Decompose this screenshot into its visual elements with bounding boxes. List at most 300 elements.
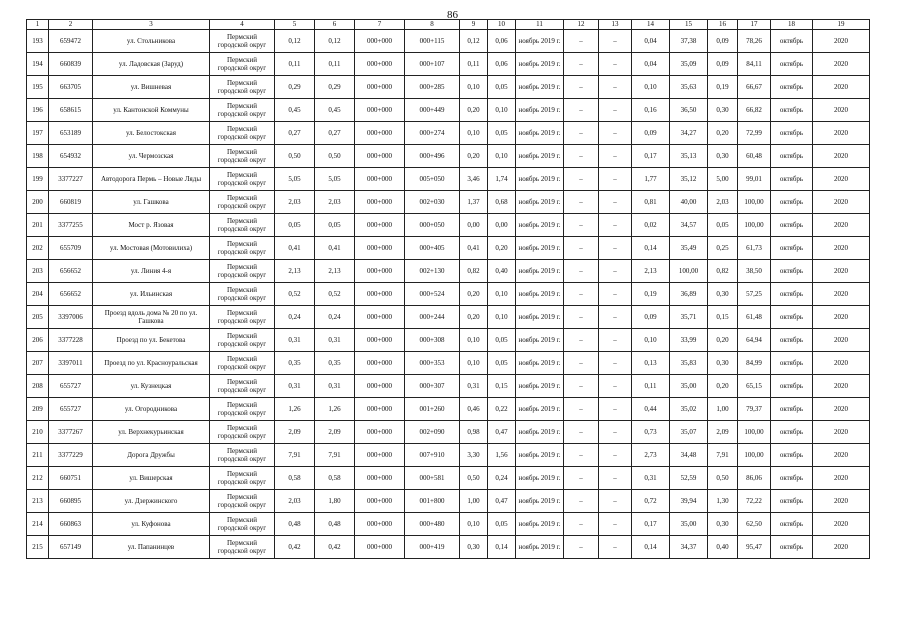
table-row xyxy=(27,352,870,375)
table-cell: 33,99 xyxy=(670,329,708,352)
table-cell: 2,03 xyxy=(275,490,315,513)
table-cell: 2020 xyxy=(813,306,870,329)
table-cell: 2,03 xyxy=(708,191,738,214)
table-cell: октябрь xyxy=(771,398,813,421)
table-cell: – xyxy=(599,513,632,536)
table-cell: – xyxy=(564,237,599,260)
table-cell: 0,72 xyxy=(632,490,670,513)
table-cell: 2,13 xyxy=(315,260,355,283)
table-cell: 000+449 xyxy=(405,99,460,122)
table-cell: 2020 xyxy=(813,513,870,536)
table-cell: 7,91 xyxy=(315,444,355,467)
table-cell: 35,09 xyxy=(670,53,708,76)
table-cell: 1,26 xyxy=(315,398,355,421)
table-cell: ул. Верхнекурьинская xyxy=(93,421,210,444)
table-cell: ул. Гашкова xyxy=(93,191,210,214)
table-cell: 0,81 xyxy=(632,191,670,214)
table-cell: – xyxy=(564,214,599,237)
table-cell: 34,57 xyxy=(670,214,708,237)
table-cell: Пермский городской округ xyxy=(210,99,275,122)
table-cell: 35,13 xyxy=(670,145,708,168)
table-cell: – xyxy=(564,30,599,53)
table-cell: 0,05 xyxy=(708,214,738,237)
table-cell: 2020 xyxy=(813,76,870,99)
table-cell: 35,49 xyxy=(670,237,708,260)
table-cell: 0,31 xyxy=(275,329,315,352)
table-cell: 84,11 xyxy=(738,53,771,76)
table-cell: 0,05 xyxy=(488,329,516,352)
table-cell: Пермский городской округ xyxy=(210,260,275,283)
table-cell: Пермский городской округ xyxy=(210,168,275,191)
table-cell: 0,10 xyxy=(460,513,488,536)
table-cell: 2,09 xyxy=(708,421,738,444)
table-cell: 000+000 xyxy=(355,76,405,99)
table-cell: 198 xyxy=(27,145,49,168)
table-cell: 34,37 xyxy=(670,536,708,559)
table-cell: 0,30 xyxy=(708,99,738,122)
table-cell: Пермский городской округ xyxy=(210,76,275,99)
table-cell: 0,12 xyxy=(460,30,488,53)
table-cell: 0,09 xyxy=(708,53,738,76)
table-cell: 0,05 xyxy=(275,214,315,237)
table-cell: 0,10 xyxy=(488,306,516,329)
table-cell: 0,19 xyxy=(708,76,738,99)
table-cell: – xyxy=(564,306,599,329)
column-header: 14 xyxy=(632,20,670,30)
table-cell: 0,29 xyxy=(315,76,355,99)
table-cell: 000+050 xyxy=(405,214,460,237)
table-cell: 52,59 xyxy=(670,467,708,490)
table-cell: – xyxy=(599,30,632,53)
table-cell: 5,05 xyxy=(315,168,355,191)
table-cell: – xyxy=(564,375,599,398)
table-cell: 000+000 xyxy=(355,398,405,421)
table-cell: 35,83 xyxy=(670,352,708,375)
table-cell: 0,27 xyxy=(315,122,355,145)
table-cell: 000+000 xyxy=(355,352,405,375)
table-cell: 40,00 xyxy=(670,191,708,214)
column-header: 16 xyxy=(708,20,738,30)
table-cell: 000+244 xyxy=(405,306,460,329)
table-cell: 2020 xyxy=(813,53,870,76)
table-cell: 0,05 xyxy=(315,214,355,237)
table-cell: 3377229 xyxy=(49,444,93,467)
table-row xyxy=(27,536,870,559)
table-cell: 215 xyxy=(27,536,49,559)
table-cell: октябрь xyxy=(771,306,813,329)
table-cell: 57,25 xyxy=(738,283,771,306)
table-cell: 0,11 xyxy=(460,53,488,76)
table-cell: 197 xyxy=(27,122,49,145)
table-row xyxy=(27,191,870,214)
table-cell: ул. Вишерская xyxy=(93,467,210,490)
table-cell: – xyxy=(564,513,599,536)
table-cell: 211 xyxy=(27,444,49,467)
table-cell: Пермский городской округ xyxy=(210,398,275,421)
table-cell: ул. Ладовская (Заруд) xyxy=(93,53,210,76)
table-cell: – xyxy=(564,398,599,421)
table-cell: Пермский городской округ xyxy=(210,421,275,444)
table-cell: октябрь xyxy=(771,536,813,559)
table-cell: 000+000 xyxy=(355,260,405,283)
table-cell: 660839 xyxy=(49,53,93,76)
table-cell: 210 xyxy=(27,421,49,444)
table-cell: ноябрь 2019 г. xyxy=(516,398,564,421)
table-cell: 000+000 xyxy=(355,122,405,145)
table-cell: Пермский городской округ xyxy=(210,329,275,352)
table-cell: Пермский городской округ xyxy=(210,536,275,559)
table-cell: 195 xyxy=(27,76,49,99)
table-cell: 001+260 xyxy=(405,398,460,421)
table-cell: 000+000 xyxy=(355,30,405,53)
table-cell: 0,46 xyxy=(460,398,488,421)
column-header: 12 xyxy=(564,20,599,30)
table-cell: 000+000 xyxy=(355,53,405,76)
table-cell: – xyxy=(564,168,599,191)
table-cell: 2,09 xyxy=(275,421,315,444)
table-cell: 0,68 xyxy=(488,191,516,214)
table-cell: 2020 xyxy=(813,283,870,306)
table-cell: 656652 xyxy=(49,260,93,283)
table-cell: ноябрь 2019 г. xyxy=(516,513,564,536)
table-cell: 655727 xyxy=(49,375,93,398)
table-cell: 000+000 xyxy=(355,513,405,536)
column-header: 19 xyxy=(813,20,870,30)
table-cell: ноябрь 2019 г. xyxy=(516,214,564,237)
table-cell: 2020 xyxy=(813,375,870,398)
table-cell: Пермский городской округ xyxy=(210,191,275,214)
table-cell: 100,00 xyxy=(670,260,708,283)
table-cell: 66,67 xyxy=(738,76,771,99)
table-cell: 0,10 xyxy=(632,329,670,352)
table-cell: 2020 xyxy=(813,467,870,490)
table-cell: 0,30 xyxy=(708,513,738,536)
table-cell: 3377228 xyxy=(49,329,93,352)
table-cell: 0,09 xyxy=(632,306,670,329)
table-cell: 0,20 xyxy=(460,283,488,306)
table-cell: 0,44 xyxy=(632,398,670,421)
table-cell: 000+480 xyxy=(405,513,460,536)
table-row xyxy=(27,237,870,260)
table-cell: 0,13 xyxy=(632,352,670,375)
table-cell: 0,19 xyxy=(632,283,670,306)
table-cell: 2,13 xyxy=(632,260,670,283)
table-cell: 000+000 xyxy=(355,421,405,444)
table-cell: ул. Папанинцев xyxy=(93,536,210,559)
table-cell: 000+000 xyxy=(355,444,405,467)
table-cell: 35,00 xyxy=(670,375,708,398)
table-cell: 0,41 xyxy=(460,237,488,260)
table-cell: 35,12 xyxy=(670,168,708,191)
table-cell: 0,04 xyxy=(632,30,670,53)
table-cell: – xyxy=(564,421,599,444)
table-cell: 0,50 xyxy=(275,145,315,168)
table-cell: 000+496 xyxy=(405,145,460,168)
table-cell: 0,30 xyxy=(460,536,488,559)
table-cell: ноябрь 2019 г. xyxy=(516,76,564,99)
table-cell: – xyxy=(599,306,632,329)
table-cell: – xyxy=(599,536,632,559)
table-cell: 0,20 xyxy=(708,122,738,145)
table-cell: – xyxy=(564,352,599,375)
table-cell: 2020 xyxy=(813,421,870,444)
table-cell: 660895 xyxy=(49,490,93,513)
table-cell: 0,82 xyxy=(708,260,738,283)
table-cell: 39,94 xyxy=(670,490,708,513)
table-cell: октябрь xyxy=(771,329,813,352)
table-cell: 000+000 xyxy=(355,237,405,260)
table-cell: октябрь xyxy=(771,283,813,306)
table-cell: 0,10 xyxy=(460,76,488,99)
table-row xyxy=(27,76,870,99)
table-cell: 0,05 xyxy=(488,122,516,145)
table-row xyxy=(27,99,870,122)
column-header: 5 xyxy=(275,20,315,30)
table-cell: 654932 xyxy=(49,145,93,168)
table-cell: 0,04 xyxy=(632,53,670,76)
table-cell: 0,14 xyxy=(488,536,516,559)
table-cell: 2020 xyxy=(813,536,870,559)
table-cell: – xyxy=(564,329,599,352)
table-cell: 000+000 xyxy=(355,467,405,490)
table-cell: 005+050 xyxy=(405,168,460,191)
table-cell: – xyxy=(564,490,599,513)
table-cell: 0,10 xyxy=(488,283,516,306)
table-cell: 196 xyxy=(27,99,49,122)
table-cell: 0,05 xyxy=(488,352,516,375)
table-cell: октябрь xyxy=(771,352,813,375)
table-cell: 2,03 xyxy=(275,191,315,214)
table-cell: 201 xyxy=(27,214,49,237)
table-cell: Пермский городской округ xyxy=(210,122,275,145)
table-cell: 000+581 xyxy=(405,467,460,490)
table-cell: 0,41 xyxy=(275,237,315,260)
header-row xyxy=(27,20,870,30)
table-row xyxy=(27,214,870,237)
table-cell: Автодорога Пермь – Новые Ляды xyxy=(93,168,210,191)
table-cell: октябрь xyxy=(771,30,813,53)
table-cell: ул. Огородникова xyxy=(93,398,210,421)
table-cell: – xyxy=(599,490,632,513)
table-cell: Проезд по ул. Красноуральская xyxy=(93,352,210,375)
table-cell: 1,37 xyxy=(460,191,488,214)
table-cell: 0,14 xyxy=(632,536,670,559)
table-cell: 3,46 xyxy=(460,168,488,191)
table-cell: 3377227 xyxy=(49,168,93,191)
table-cell: 214 xyxy=(27,513,49,536)
table-cell: Пермский городской округ xyxy=(210,237,275,260)
table-cell: 1,00 xyxy=(708,398,738,421)
table-cell: 000+000 xyxy=(355,99,405,122)
table-cell: Пермский городской округ xyxy=(210,283,275,306)
table-cell: 658615 xyxy=(49,99,93,122)
table-cell: 3397006 xyxy=(49,306,93,329)
table-cell: 000+308 xyxy=(405,329,460,352)
table-cell: 0,40 xyxy=(488,260,516,283)
table-cell: ноябрь 2019 г. xyxy=(516,191,564,214)
column-header: 8 xyxy=(405,20,460,30)
table-cell: ноябрь 2019 г. xyxy=(516,467,564,490)
table-cell: ул. Кантонской Коммуны xyxy=(93,99,210,122)
table-cell: 0,09 xyxy=(632,122,670,145)
table-cell: 0,22 xyxy=(488,398,516,421)
table-cell: 2020 xyxy=(813,352,870,375)
column-header: 6 xyxy=(315,20,355,30)
table-cell: 2020 xyxy=(813,214,870,237)
table-cell: 35,02 xyxy=(670,398,708,421)
table-cell: – xyxy=(599,421,632,444)
table-cell: Пермский городской округ xyxy=(210,145,275,168)
table-cell: 34,27 xyxy=(670,122,708,145)
table-cell: 0,30 xyxy=(708,283,738,306)
table-cell: – xyxy=(564,191,599,214)
table-cell: – xyxy=(564,99,599,122)
table-cell: Пермский городской округ xyxy=(210,30,275,53)
table-row xyxy=(27,375,870,398)
table-cell: – xyxy=(599,260,632,283)
table-cell: 1,26 xyxy=(275,398,315,421)
table-cell: 0,30 xyxy=(708,352,738,375)
table-cell: ноябрь 2019 г. xyxy=(516,145,564,168)
table-cell: 659472 xyxy=(49,30,93,53)
table-cell: октябрь xyxy=(771,444,813,467)
table-cell: ул. Стольникова xyxy=(93,30,210,53)
table-cell: октябрь xyxy=(771,145,813,168)
table-cell: ноябрь 2019 г. xyxy=(516,260,564,283)
table-cell: 100,00 xyxy=(738,421,771,444)
column-header: 2 xyxy=(49,20,93,30)
column-header: 17 xyxy=(738,20,771,30)
table-cell: 208 xyxy=(27,375,49,398)
table-cell: 38,50 xyxy=(738,260,771,283)
table-cell: 000+000 xyxy=(355,490,405,513)
table-cell: 0,52 xyxy=(315,283,355,306)
table-cell: 0,41 xyxy=(315,237,355,260)
table-cell: 0,20 xyxy=(488,237,516,260)
table-cell: – xyxy=(599,214,632,237)
table-cell: 1,56 xyxy=(488,444,516,467)
table-cell: 35,07 xyxy=(670,421,708,444)
table-cell: 0,31 xyxy=(315,375,355,398)
table-cell: 3,30 xyxy=(460,444,488,467)
table-row xyxy=(27,513,870,536)
page-number: 86 xyxy=(447,9,458,21)
column-header: 15 xyxy=(670,20,708,30)
table-row xyxy=(27,398,870,421)
table-cell: 0,17 xyxy=(632,513,670,536)
table-cell: октябрь xyxy=(771,76,813,99)
table-cell: – xyxy=(564,145,599,168)
table-cell: Проезд по ул. Бекетова xyxy=(93,329,210,352)
table-cell: Пермский городской округ xyxy=(210,444,275,467)
table-cell: ноябрь 2019 г. xyxy=(516,99,564,122)
table-row xyxy=(27,168,870,191)
table-cell: 100,00 xyxy=(738,214,771,237)
table-cell: 204 xyxy=(27,283,49,306)
table-cell: ул. Ильинская xyxy=(93,283,210,306)
table-cell: 199 xyxy=(27,168,49,191)
table-cell: ноябрь 2019 г. xyxy=(516,168,564,191)
table-cell: 213 xyxy=(27,490,49,513)
table-cell: 0,47 xyxy=(488,421,516,444)
table-cell: 200 xyxy=(27,191,49,214)
table-cell: Пермский городской округ xyxy=(210,467,275,490)
table-cell: 000+524 xyxy=(405,283,460,306)
table-cell: 5,05 xyxy=(275,168,315,191)
table-cell: 000+285 xyxy=(405,76,460,99)
table-cell: 7,91 xyxy=(708,444,738,467)
table-cell: 193 xyxy=(27,30,49,53)
table-cell: 0,35 xyxy=(315,352,355,375)
table-cell: 2,73 xyxy=(632,444,670,467)
table-cell: – xyxy=(564,444,599,467)
table-cell: – xyxy=(599,76,632,99)
table-cell: ноябрь 2019 г. xyxy=(516,122,564,145)
table-cell: – xyxy=(599,53,632,76)
table-cell: 2020 xyxy=(813,145,870,168)
table-row xyxy=(27,467,870,490)
table-cell: 0,15 xyxy=(708,306,738,329)
column-header: 7 xyxy=(355,20,405,30)
table-cell: 0,31 xyxy=(315,329,355,352)
table-cell: 0,30 xyxy=(708,145,738,168)
table-cell: – xyxy=(564,283,599,306)
table-cell: 0,42 xyxy=(275,536,315,559)
table-cell: – xyxy=(564,260,599,283)
table-cell: 61,73 xyxy=(738,237,771,260)
table-cell: 0,11 xyxy=(632,375,670,398)
table-cell: 37,38 xyxy=(670,30,708,53)
table-cell: 0,12 xyxy=(275,30,315,53)
table-cell: 209 xyxy=(27,398,49,421)
table-cell: 84,99 xyxy=(738,352,771,375)
table-body xyxy=(27,30,870,559)
table-cell: 000+000 xyxy=(355,145,405,168)
table-cell: 1,80 xyxy=(315,490,355,513)
table-cell: 0,20 xyxy=(708,329,738,352)
table-cell: – xyxy=(599,191,632,214)
table-cell: 0,14 xyxy=(632,237,670,260)
table-cell: 000+115 xyxy=(405,30,460,53)
table-cell: 000+000 xyxy=(355,536,405,559)
table-row xyxy=(27,30,870,53)
table-cell: 655727 xyxy=(49,398,93,421)
table-cell: 0,10 xyxy=(488,99,516,122)
table-cell: 0,58 xyxy=(315,467,355,490)
table-cell: 002+030 xyxy=(405,191,460,214)
table-cell: 100,00 xyxy=(738,444,771,467)
table-cell: – xyxy=(599,444,632,467)
table-row xyxy=(27,444,870,467)
table-cell: – xyxy=(599,145,632,168)
table-cell: ул. Куфонова xyxy=(93,513,210,536)
column-header: 11 xyxy=(516,20,564,30)
table-cell: 000+000 xyxy=(355,375,405,398)
table-cell: 78,26 xyxy=(738,30,771,53)
table-cell: 0,10 xyxy=(460,122,488,145)
table-cell: 0,16 xyxy=(632,99,670,122)
table-row xyxy=(27,145,870,168)
table-cell: Пермский городской округ xyxy=(210,306,275,329)
table-cell: 61,48 xyxy=(738,306,771,329)
table-cell: 0,31 xyxy=(275,375,315,398)
table-cell: октябрь xyxy=(771,122,813,145)
table-cell: 0,12 xyxy=(315,30,355,53)
table-cell: 1,77 xyxy=(632,168,670,191)
table-cell: 660819 xyxy=(49,191,93,214)
table-cell: 79,37 xyxy=(738,398,771,421)
table-cell: 0,20 xyxy=(460,99,488,122)
